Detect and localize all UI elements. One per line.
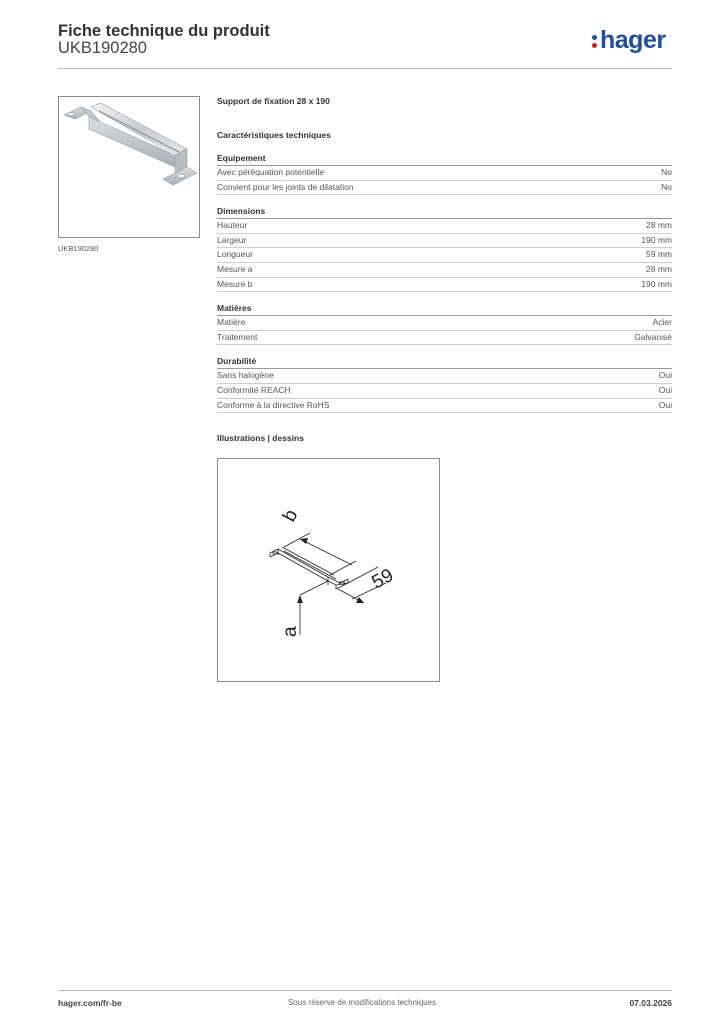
spec-label: Conforme à la directive RoHS (217, 399, 330, 410)
section-title: Equipement (217, 153, 672, 166)
illustrations-heading: Illustrations | dessins (217, 433, 304, 444)
dimension-drawing-icon (218, 459, 439, 681)
spec-value: No (661, 181, 672, 192)
spec-value: Oui (658, 399, 672, 410)
spec-row (217, 384, 672, 399)
spec-label: Convient pour les joints de dilatation (217, 181, 354, 192)
characteristics-heading: Caractéristiques techniques (217, 130, 331, 140)
spec-label: Avec péréquation potentielle (217, 167, 325, 177)
section-title: Durabilité (217, 356, 672, 369)
spec-row (217, 234, 672, 249)
spec-row (217, 331, 672, 346)
footer-date: 07.03.2026 (629, 998, 672, 1008)
footer-website-link[interactable]: hager.com/fr-be (58, 998, 122, 1008)
spec-value: No (661, 167, 672, 177)
spec-value: Acier (652, 317, 672, 328)
dimension-59-label: 59 (368, 564, 398, 594)
header-divider (58, 68, 672, 69)
spec-value: 59 mm (646, 249, 672, 260)
spec-row (217, 166, 672, 181)
spec-label: Hauteur (217, 220, 248, 231)
spec-label: Mesure a (217, 263, 253, 274)
photo-caption: UKB190280 (58, 244, 99, 253)
spec-value: 190 mm (641, 234, 672, 245)
spec-row (217, 369, 672, 384)
dimension-a-label: a (280, 626, 301, 637)
section-equipement (217, 153, 672, 195)
spec-row (217, 316, 672, 331)
spec-row (217, 263, 672, 278)
section-title: Matières (217, 303, 672, 316)
page-title: Fiche technique du produit (58, 22, 270, 40)
spec-label: Matière (217, 317, 246, 328)
spec-label: Longueur (217, 249, 253, 260)
spec-label: Sans halogène (217, 370, 274, 381)
spec-value: 28 mm (646, 263, 672, 274)
product-name: Support de fixation 28 x 190 (217, 96, 330, 106)
dimension-b-label: b (278, 506, 303, 526)
section-matieres (217, 303, 672, 345)
spec-value: 28 mm (646, 220, 672, 231)
spec-label: Traitement (217, 331, 258, 342)
section-title: Dimensions (217, 206, 672, 219)
spec-content (217, 96, 672, 443)
spec-row (217, 219, 672, 234)
hager-logo (592, 26, 666, 55)
product-code: UKB190280 (58, 39, 147, 57)
spec-value: Galvanisé (634, 331, 672, 342)
spec-value: Oui (658, 384, 672, 395)
bracket-photo-icon (59, 97, 199, 237)
spec-label: Largeur (217, 234, 247, 245)
spec-row (217, 399, 672, 414)
logo-dots-icon (592, 31, 598, 49)
spec-row (217, 278, 672, 293)
footer-divider (58, 990, 672, 991)
spec-row (217, 181, 672, 196)
footer-notice: Sous réserve de modifications techniques (287, 998, 437, 1007)
spec-value: 190 mm (641, 278, 672, 289)
spec-label: Conformité REACH (217, 384, 291, 395)
section-durabilite (217, 356, 672, 413)
logo-text: hager (600, 26, 666, 54)
spec-label: Mesure b (217, 278, 253, 289)
product-photo (58, 96, 200, 238)
technical-drawing (217, 458, 440, 682)
spec-value: Oui (658, 370, 672, 381)
spec-row (217, 248, 672, 263)
section-dimensions (217, 206, 672, 292)
